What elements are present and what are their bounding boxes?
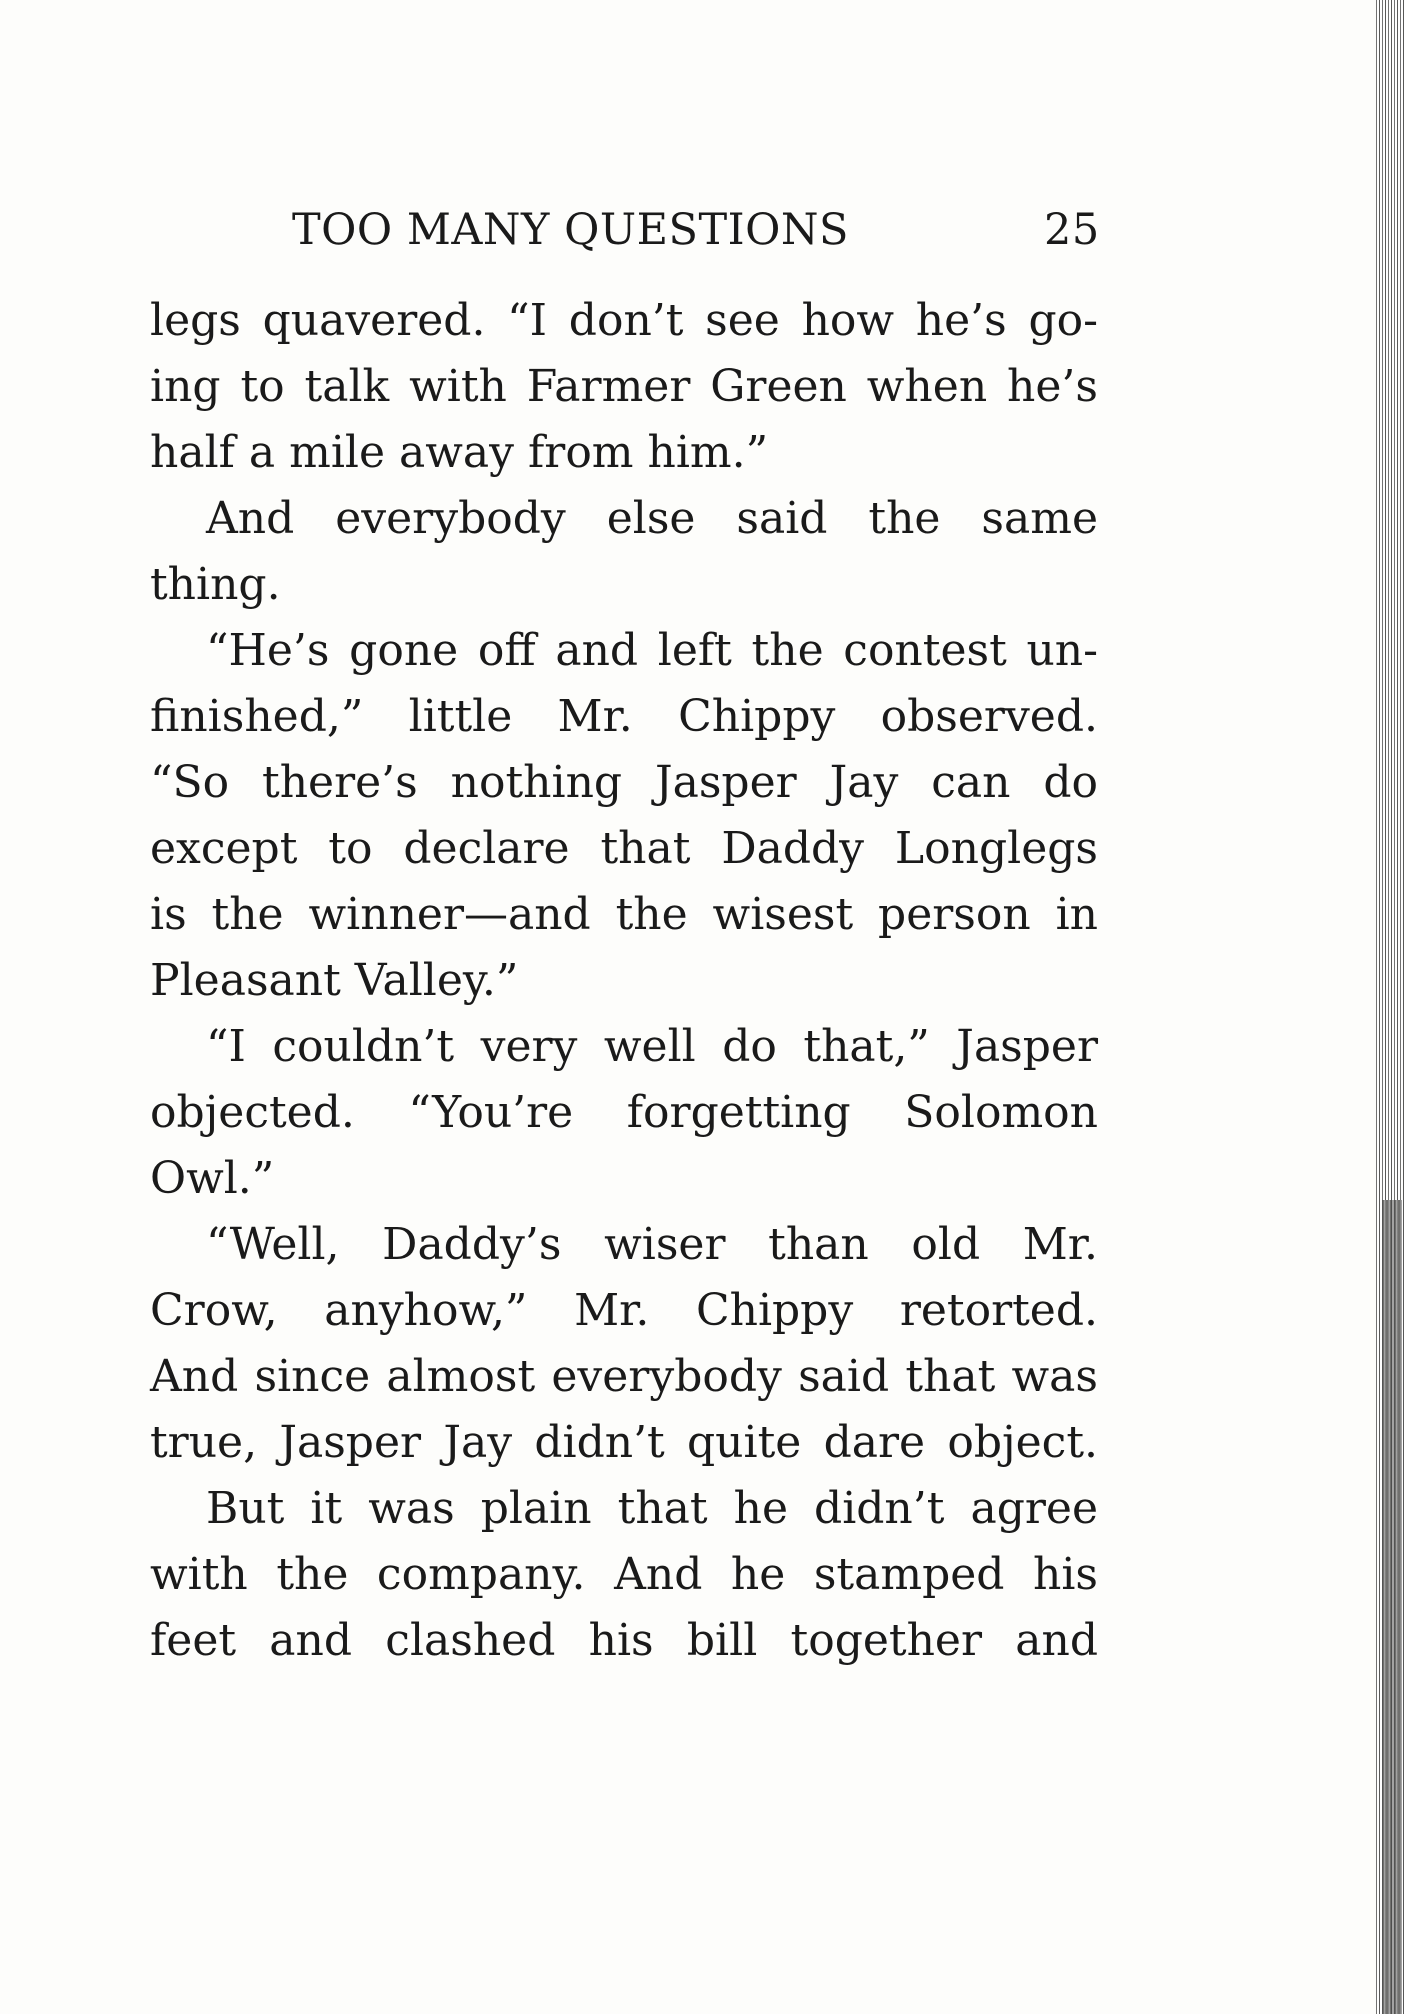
text-line: except to declare that Daddy Longlegs: [150, 823, 1098, 874]
text-line: “Well, Daddy’s wiser than old Mr.: [206, 1219, 1098, 1270]
page-binding-edge: [1376, 0, 1404, 2014]
text-line: But it was plain that he didn’t agree: [206, 1483, 1098, 1534]
text-line: true, Jasper Jay didn’t quite dare object.: [150, 1417, 1098, 1468]
text-line: And everybody else said the same: [206, 493, 1098, 544]
text-line: “So there’s nothing Jasper Jay can do: [150, 757, 1098, 808]
text-line: objected. “You’re forgetting Solomon: [150, 1087, 1098, 1138]
text-line: is the winner—and the wisest person in: [150, 889, 1098, 940]
text-line: Owl.”: [150, 1153, 275, 1204]
text-line: “I couldn’t very well do that,” Jasper: [206, 1021, 1098, 1072]
chapter-title: TOO MANY QUESTIONS: [292, 205, 849, 255]
text-line: with the company. And he stamped his: [150, 1549, 1098, 1600]
text-line: half a mile away from him.”: [150, 427, 769, 478]
text-line: And since almost everybody said that was: [150, 1351, 1098, 1402]
page-number: 25: [1044, 205, 1100, 255]
text-line: Pleasant Valley.”: [150, 955, 519, 1006]
body-text: [150, 288, 1098, 1674]
text-line: thing.: [150, 559, 281, 610]
text-line: finished,” little Mr. Chippy observed.: [150, 691, 1098, 742]
text-line: “He’s gone off and left the contest un-: [206, 625, 1098, 676]
text-line: feet and clashed his bill together and: [150, 1615, 1098, 1666]
text-line: ing to talk with Farmer Green when he’s: [150, 361, 1098, 412]
text-line: legs quavered. “I don’t see how he’s go-: [150, 295, 1098, 346]
text-line: Crow, anyhow,” Mr. Chippy retorted.: [150, 1285, 1098, 1336]
